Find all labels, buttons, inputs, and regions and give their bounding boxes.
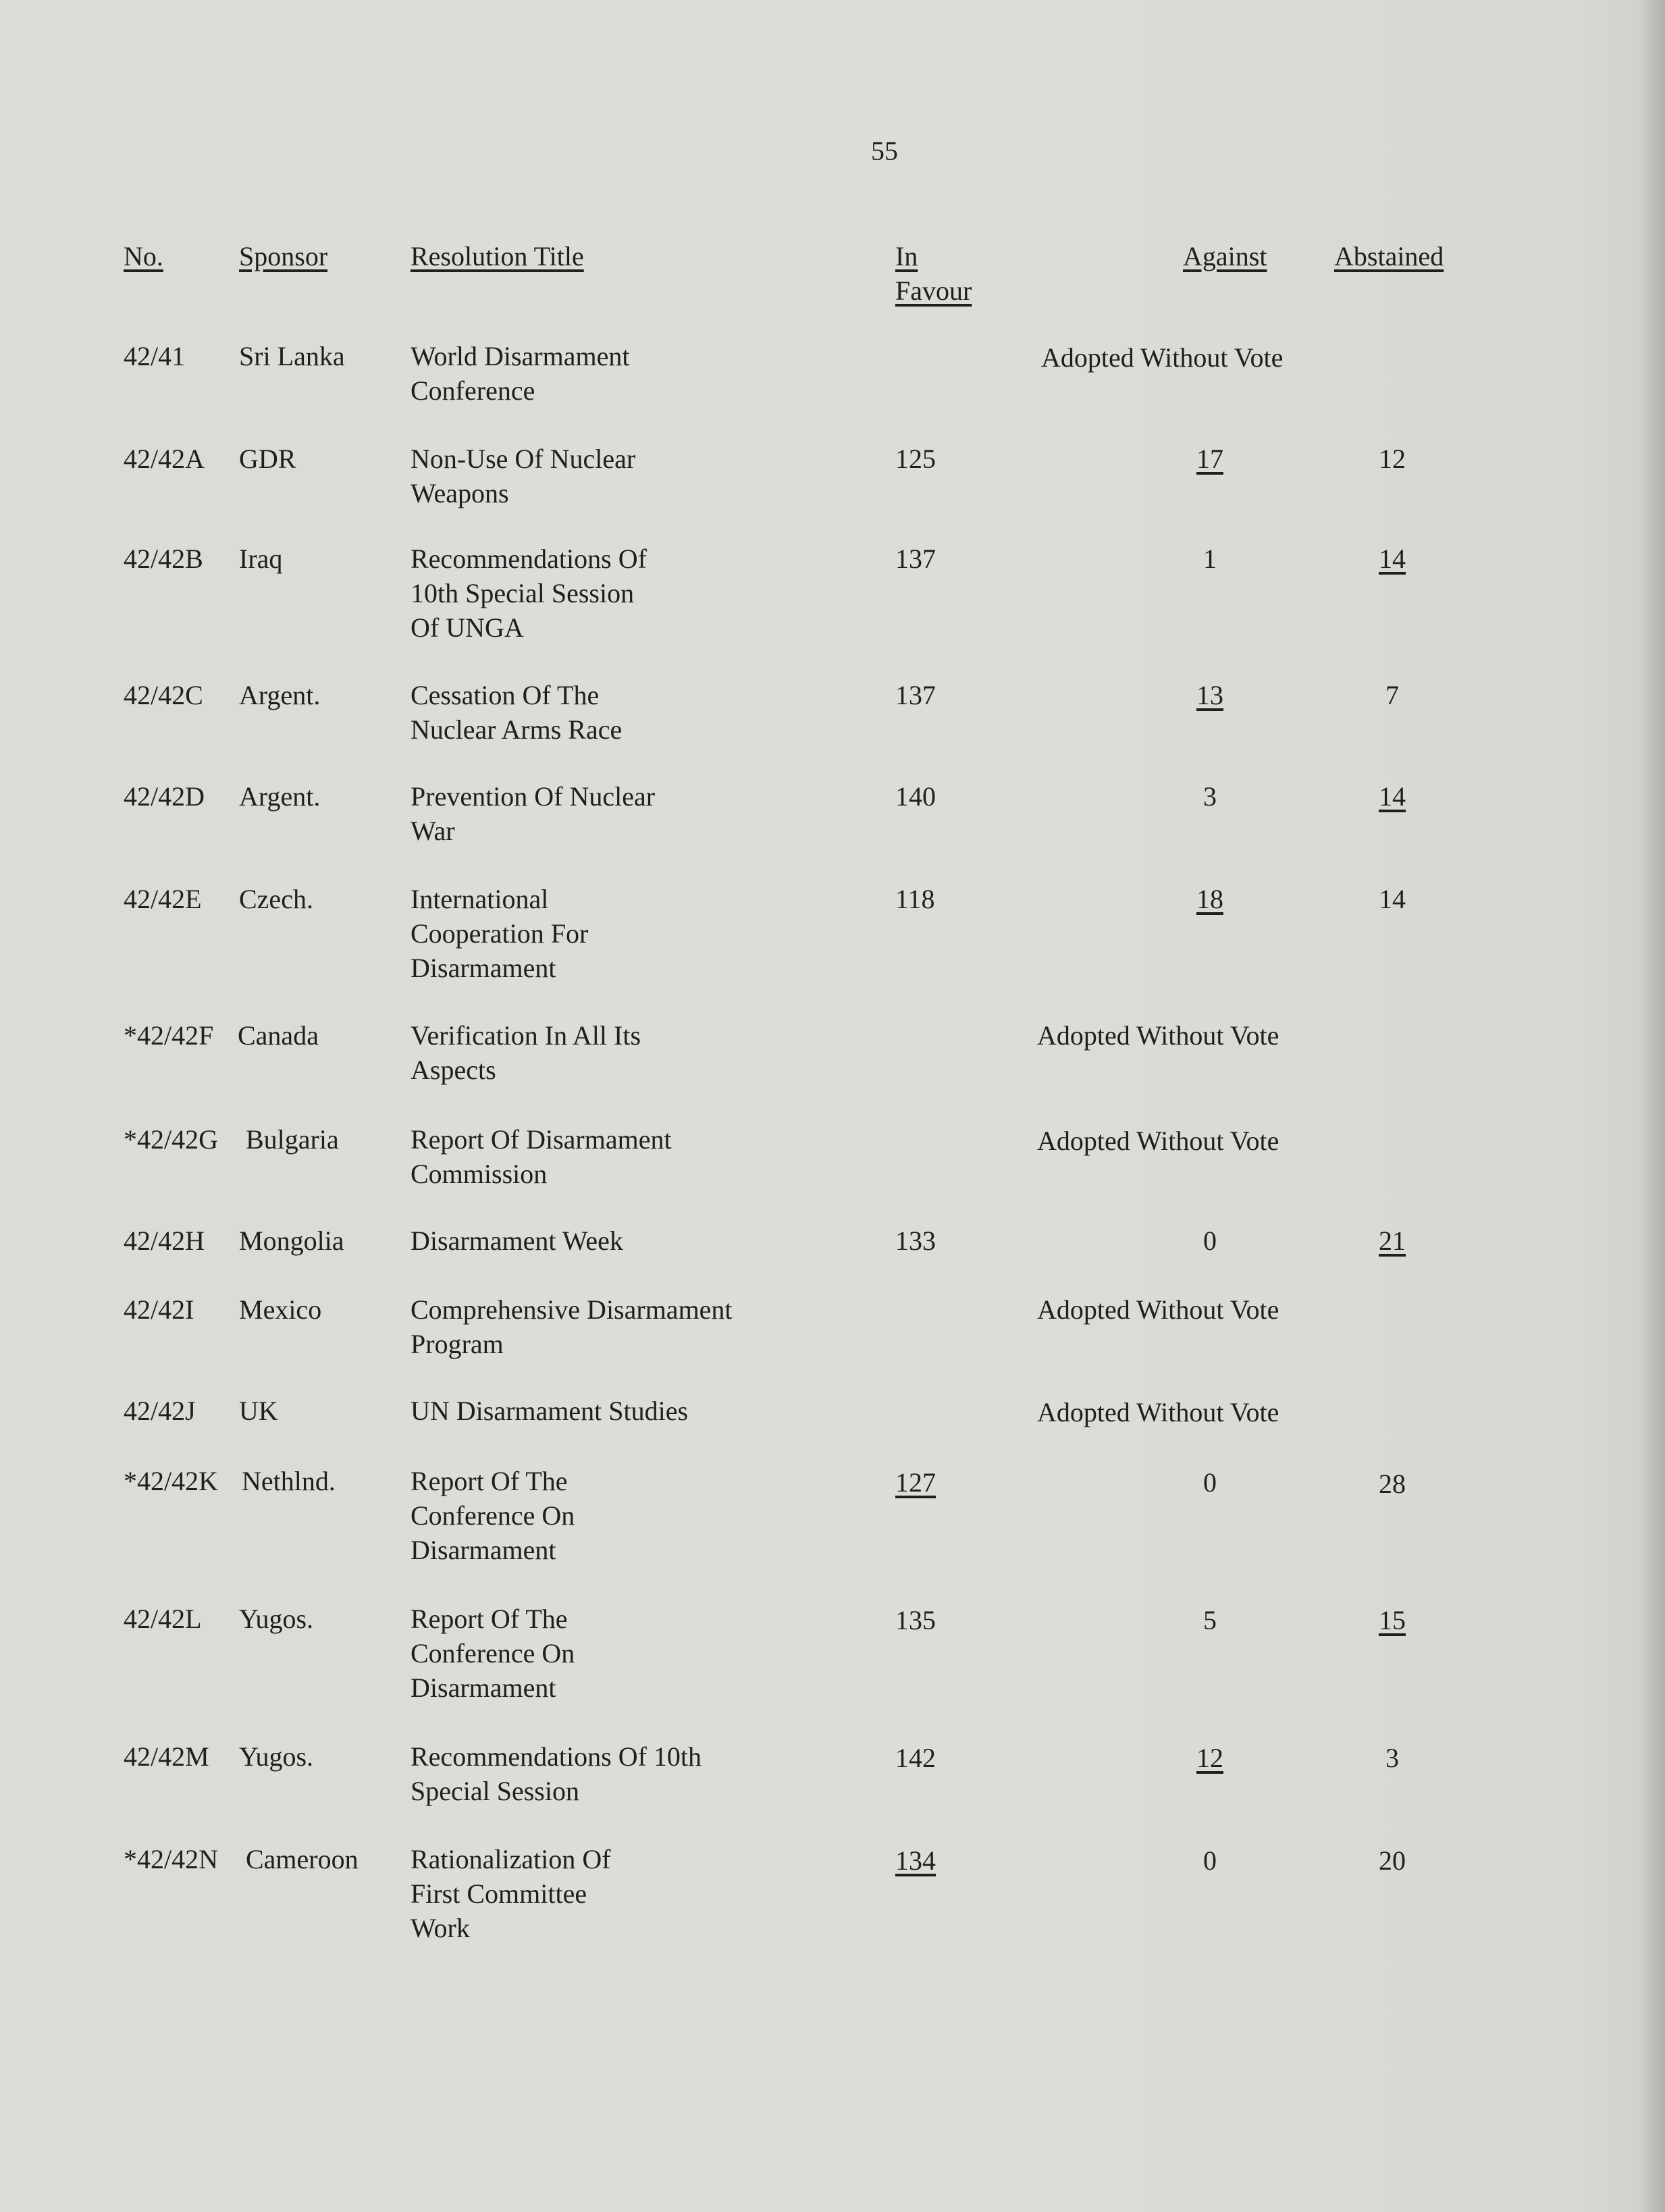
row-sponsor: Nethlnd. bbox=[242, 1466, 336, 1496]
row-against: 5 bbox=[1203, 1605, 1217, 1635]
row-in-favour: 133 bbox=[895, 1226, 936, 1256]
row-sponsor: Cameroon bbox=[246, 1844, 359, 1874]
row-sponsor: Argent. bbox=[239, 781, 321, 812]
row-title: Cessation Of The Nuclear Arms Race bbox=[411, 680, 623, 745]
header-sponsor: Sponsor bbox=[239, 241, 328, 271]
row-title: Report Of The Conference On Disarmament bbox=[411, 1466, 575, 1565]
row-sponsor: Mexico bbox=[239, 1294, 322, 1325]
row-number: 42/42D bbox=[124, 781, 205, 812]
row-sponsor: Yugos. bbox=[239, 1604, 314, 1634]
header-resolution-title: Resolution Title bbox=[411, 241, 584, 271]
page-edge-shadow bbox=[1638, 0, 1665, 2212]
row-title: Rationalization Of First Committee Work bbox=[411, 1844, 611, 1943]
row-in-favour: 140 bbox=[895, 781, 936, 812]
row-in-favour: 137 bbox=[895, 680, 936, 710]
row-title: Disarmament Week bbox=[411, 1226, 623, 1256]
row-title: Recommendations Of 10th Special Session Of UNGA bbox=[411, 544, 647, 643]
row-against: 17 bbox=[1196, 444, 1223, 474]
row-sponsor: Canada bbox=[238, 1020, 319, 1051]
row-number: 42/42C bbox=[124, 680, 203, 710]
header-in-favour: In Favour bbox=[895, 241, 972, 306]
row-title: World Disarmament Conference bbox=[411, 341, 630, 406]
row-in-favour: 127 bbox=[895, 1467, 936, 1498]
row-number: *42/42N bbox=[124, 1844, 218, 1874]
row-against: 12 bbox=[1196, 1743, 1223, 1773]
row-sponsor: Czech. bbox=[239, 884, 313, 914]
row-number: 42/42A bbox=[124, 444, 205, 474]
row-sponsor: GDR bbox=[239, 444, 296, 474]
row-in-favour: 134 bbox=[895, 1845, 936, 1876]
row-number: *42/42K bbox=[124, 1466, 218, 1496]
row-against: 18 bbox=[1196, 884, 1223, 914]
row-abstained: 14 bbox=[1379, 544, 1406, 574]
header-against: Against bbox=[1183, 241, 1267, 271]
row-in-favour: 125 bbox=[895, 444, 936, 474]
row-number: 42/42L bbox=[124, 1604, 202, 1634]
row-title: Prevention Of Nuclear War bbox=[411, 781, 656, 846]
row-title: Comprehensive Disarmament Program bbox=[411, 1294, 733, 1359]
row-against: 0 bbox=[1203, 1467, 1217, 1498]
row-number: 42/42I bbox=[124, 1294, 194, 1325]
row-in-favour: 118 bbox=[895, 884, 935, 914]
row-vote-result: Adopted Without Vote bbox=[1037, 1397, 1279, 1427]
row-vote-result: Adopted Without Vote bbox=[1037, 1126, 1279, 1156]
row-number: 42/41 bbox=[124, 341, 186, 371]
row-title: Report Of Disarmament Commission bbox=[411, 1124, 672, 1189]
row-abstained: 3 bbox=[1385, 1743, 1399, 1773]
row-abstained: 28 bbox=[1379, 1469, 1406, 1499]
row-against: 3 bbox=[1203, 781, 1217, 812]
row-vote-result: Adopted Without Vote bbox=[1037, 1294, 1279, 1325]
row-against: 13 bbox=[1196, 680, 1223, 710]
row-title: International Cooperation For Disarmament bbox=[411, 884, 589, 983]
row-abstained: 15 bbox=[1379, 1605, 1406, 1635]
row-number: 42/42H bbox=[124, 1226, 205, 1256]
row-sponsor: Bulgaria bbox=[246, 1124, 339, 1155]
row-number: 42/42E bbox=[124, 884, 202, 914]
row-against: 0 bbox=[1203, 1845, 1217, 1876]
row-abstained: 20 bbox=[1379, 1845, 1406, 1876]
row-sponsor: Iraq bbox=[239, 544, 283, 574]
row-title: Verification In All Its Aspects bbox=[411, 1020, 641, 1085]
row-vote-result: Adopted Without Vote bbox=[1037, 1020, 1279, 1051]
row-abstained: 12 bbox=[1379, 444, 1406, 474]
row-title: Report Of The Conference On Disarmament bbox=[411, 1604, 575, 1703]
row-abstained: 7 bbox=[1385, 680, 1399, 710]
header-no: No. bbox=[124, 241, 163, 271]
row-abstained: 21 bbox=[1379, 1226, 1406, 1256]
row-in-favour: 142 bbox=[895, 1743, 936, 1773]
row-number: *42/42G bbox=[124, 1124, 218, 1155]
row-sponsor: Sri Lanka bbox=[239, 341, 345, 371]
row-number: 42/42J bbox=[124, 1396, 196, 1426]
row-sponsor: Argent. bbox=[239, 680, 321, 710]
row-abstained: 14 bbox=[1379, 781, 1406, 812]
row-title: UN Disarmament Studies bbox=[411, 1396, 689, 1426]
row-against: 0 bbox=[1203, 1226, 1217, 1256]
header-abstained: Abstained bbox=[1334, 241, 1444, 271]
row-title: Recommendations Of 10th Special Session bbox=[411, 1741, 702, 1806]
row-number: *42/42F bbox=[124, 1020, 214, 1051]
row-in-favour: 137 bbox=[895, 544, 936, 574]
row-sponsor: Yugos. bbox=[239, 1741, 314, 1772]
row-sponsor: UK bbox=[239, 1396, 278, 1426]
row-number: 42/42M bbox=[124, 1741, 209, 1772]
row-number: 42/42B bbox=[124, 544, 203, 574]
row-vote-result: Adopted Without Vote bbox=[1041, 342, 1284, 373]
row-in-favour: 135 bbox=[895, 1605, 936, 1635]
row-sponsor: Mongolia bbox=[239, 1226, 344, 1256]
row-title: Non-Use Of Nuclear Weapons bbox=[411, 444, 636, 508]
page-number: 55 bbox=[871, 136, 898, 166]
row-against: 1 bbox=[1203, 544, 1217, 574]
row-abstained: 14 bbox=[1379, 884, 1406, 914]
